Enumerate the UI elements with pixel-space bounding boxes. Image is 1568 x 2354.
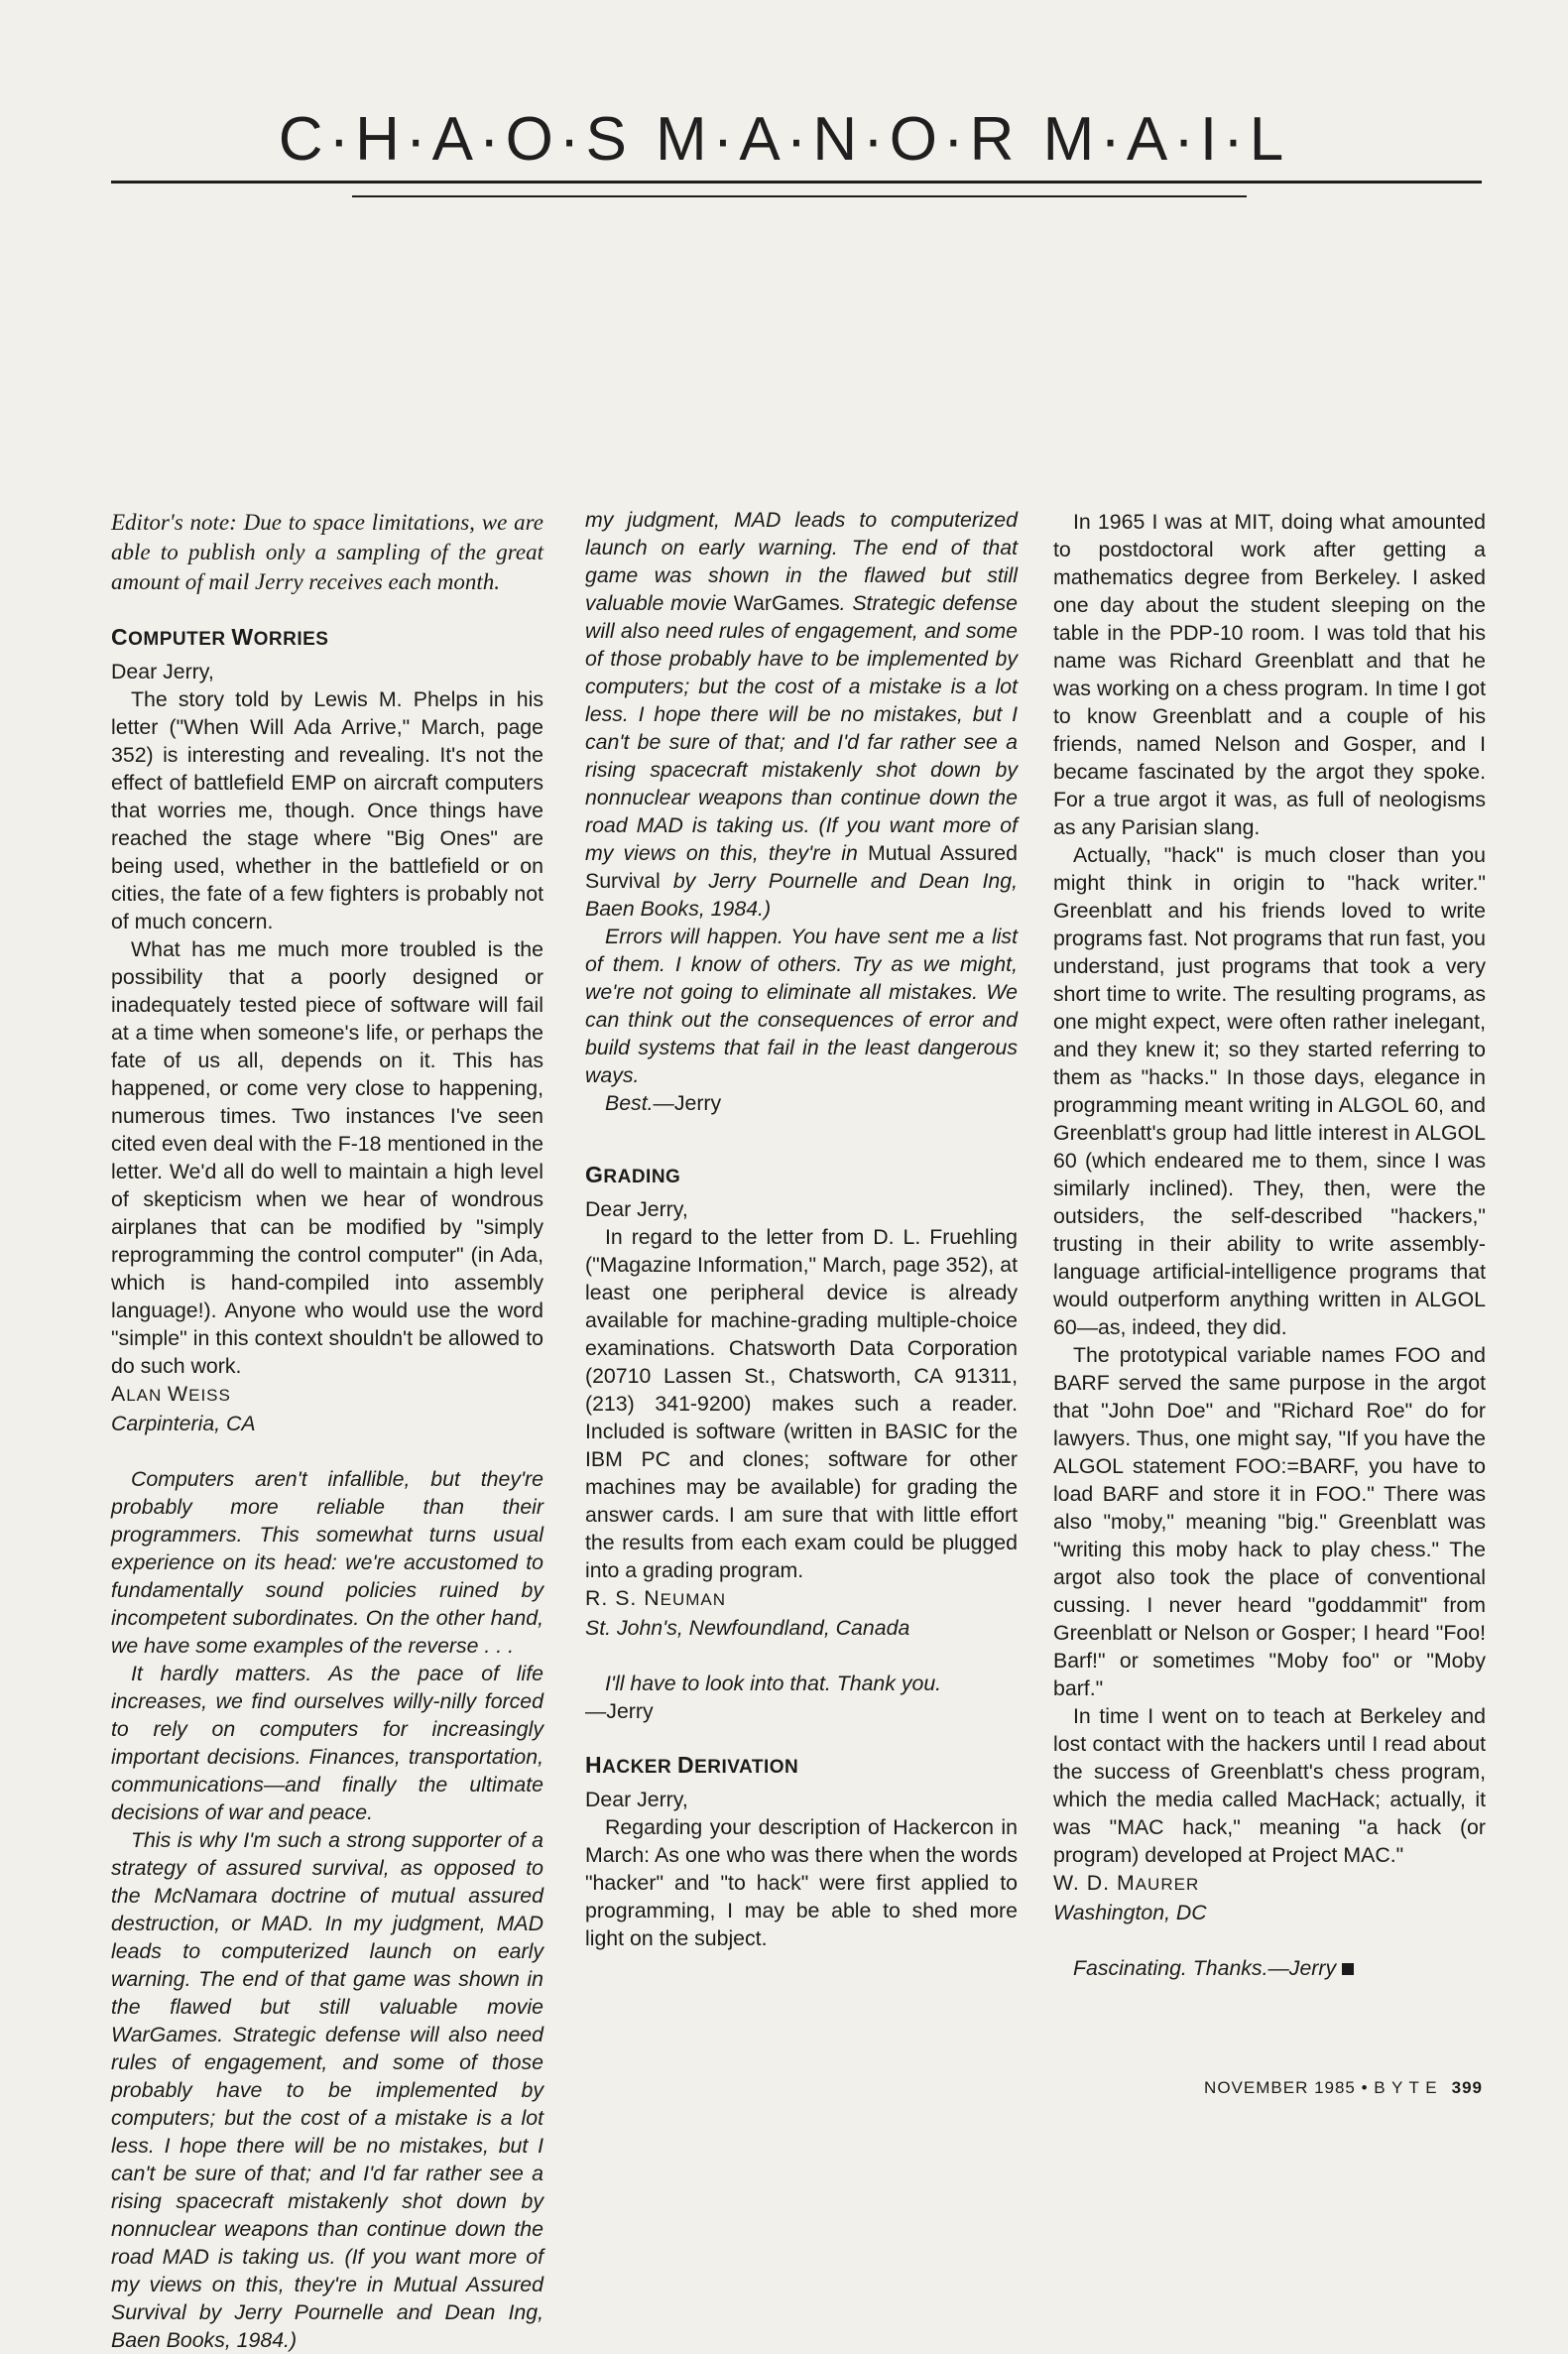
reply-signoff: Fascinating. Thanks.—Jerry xyxy=(1053,1954,1486,1982)
masthead xyxy=(0,104,1568,175)
salutation: Dear Jerry, xyxy=(111,660,214,683)
letter-paragraph: Actually, "hack" is much closer than you might think in origin to "hack writer." Greenblatt and his friends loved to write programs fast. Not programs that run fast, you understand, just programs that took a very short time to write. The resulting programs, as one might expect, were often rather inelegant, and they knew it; so they started referring to them as "hacks." In those days, elegance in programming meant writing in ALGOL 60, and Greenblatt's group had little interest in ALGOL 60 (which endeared me to them, since I was similarly inclined). They, then, were the outsiders, the self-described "hackers," trusting in their ability to write assembly-language artificial-intelligence programs that would outperform anything written in ALGOL 60—as, indeed, they did. xyxy=(1053,843,1486,1339)
letter-paragraph: In regard to the letter from D. L. Fruehling ("Magazine Information," March, page 352), at least one peripheral device is already available for machine-grading multiple-choice examinations. Chatsworth Data Corporation (20710 Lassen St., Chatsworth, CA 91311, (213) 341-9200) makes such a reader. Included is software (written in BASIC for the IBM PC and clones; software for other machines may be available) for grading the answer cards. I am sure that with little effort the results from each exam could be plugged into a grading program. xyxy=(585,1225,1018,1582)
signature-name: R. S. NEUMAN xyxy=(585,1586,727,1610)
reply-paragraph: I'll have to look into that. Thank you. xyxy=(605,1672,942,1695)
signature-place: Carpinteria, CA xyxy=(111,1412,256,1435)
reply-signoff: Best.—Jerry xyxy=(605,1091,722,1115)
signature-name: W. D. MAURER xyxy=(1053,1871,1200,1895)
issue-label: NOVEMBER 1985 • B Y T E xyxy=(1204,2078,1438,2097)
end-mark-icon xyxy=(1342,1963,1354,1975)
column-3 xyxy=(1053,508,1486,1982)
salutation: Dear Jerry, xyxy=(585,1197,688,1221)
section-heading-hacker-derivation: HACKER DERIVATION xyxy=(585,1752,799,1778)
section-heading-grading: GRADING xyxy=(585,1162,681,1187)
section-heading-computer-worries: COMPUTER WORRIES xyxy=(111,624,329,650)
reply-paragraph-continued: This is why I'm such a strong supporter of a strategy of assured survival, as opposed to the McNamara doctrine of mutual assured destruction, or MAD. In my judgment, MAD leads to computerized launch on early warning. The end of that game was shown in the flawed but still valuable movie WarGames. Strategic defense will also need rules of engagement, and some of those probably have to be implemented by computers; but the cost of a mistake is a lot less. I hope there will be no mistakes, but I can't be sure of that; and I'd far rather see a rising spacecraft mistakenly shot down by nonnuclear weapons than continue down the road MAD is taking us. (If you want more of my views on this, they're in Mutual Assured Survival by Jerry Pournelle and Dean Ing, Baen Books, 1984.) xyxy=(111,1828,543,2352)
signature-place: St. John's, Newfoundland, Canada xyxy=(585,1616,910,1640)
page-title: C·H·A·O·S M·A·N·O·R M·A·I·L xyxy=(278,105,1290,174)
sub-rule xyxy=(352,195,1247,197)
reply-signoff: —Jerry xyxy=(585,1699,654,1723)
column-2 xyxy=(585,508,1018,1952)
reply-paragraph-cont: my judgment, MAD leads to computerized launch on early warning. The end of that game was shown in the flawed but still valuable movie WarGames. Strategic defense will also need rules of engagement, and some of those probably have to be implemented by computers; but the cost of a mistake is a lot less. I hope there will be no mistakes, but I can't be sure of that; and I'd far rather see a rising spacecraft mistakenly shot down by nonnuclear weapons than continue down the road MAD is taking us. (If you want more of my views on this, they're in Mutual Assured Survival by Jerry Pournelle and Dean Ing, Baen Books, 1984.) xyxy=(585,508,1018,921)
column-1 xyxy=(111,508,543,2352)
letter-paragraph: In time I went on to teach at Berkeley and lost contact with the hackers until I read about the success of Greenblatt's chess program, which the media called MacHack; actually, it was "MAC hack," meaning "a hack (or program) developed at Project MAC." xyxy=(1053,1704,1486,1867)
top-rule xyxy=(111,181,1482,184)
letter-paragraph: Regarding your description of Hackercon in March: As one who was there when the words "hacker" and "to hack" were first applied to programming, I may be able to shed more light on the subject. xyxy=(585,1815,1018,1950)
reply-paragraph: Errors will happen. You have sent me a list of them. I know of others. Try as we might, we're not going to eliminate all mistakes. We can think out the consequences of error and build systems that fail in the least dangerous ways. xyxy=(585,925,1018,1087)
letter-paragraph: The story told by Lewis M. Phelps in his letter ("When Will Ada Arrive," March, page 352) is interesting and revealing. It's not the effect of battlefield EMP on aircraft computers that worries me, though. Once things have reached the stage where "Big Ones" are being used, whether in the battlefield or on cities, the fate of a few fighters is probably not of much concern. xyxy=(111,687,543,933)
reply-paragraph: Computers aren't infallible, but they're probably more reliable than their programmers. This somewhat turns usual experience on its head: we're accustomed to fundamentally sound policies ruined by incompetent subordinates. On the other hand, we have some examples of the reverse . . . xyxy=(111,1467,543,1658)
signature-place: Washington, DC xyxy=(1053,1901,1207,1924)
salutation: Dear Jerry, xyxy=(585,1788,688,1811)
letter-paragraph: The prototypical variable names FOO and BARF served the same purpose in the argot that "John Doe" and "Richard Roe" do for lawyers. Thus, one might say, "If you have the ALGOL statement FOO:=BARF, you have to load BARF and store it in FOO." There was also "moby," meaning "big." Greenblatt was "writing this moby hack to play chess." The argot also took the place of conventional cussing. I never heard "goddammit" from Greenblatt or Nelson or Gosper; I heard "Foo! Barf!" or sometimes "Moby foo" or "Moby barf." xyxy=(1053,1343,1486,1700)
editors-note: Editor's note: Due to space limitations, we are able to publish only a sampling of the great amount of mail Jerry receives each month. xyxy=(111,510,543,594)
letter-paragraph: What has me much more troubled is the possibility that a poorly designed or inadequately tested piece of software will fail at a time when someone's life, or perhaps the fate of us all, depends on it. This has happened, or come very close to happening, numerous times. Two instances I've seen cited even deal with the F-18 mentioned in the letter. We'd all do well to maintain a high level of skepticism when we hear of wondrous airplanes that can be modified by "simply reprogramming the control computer" (in Ada, which is hand-compiled into assembly language!). Anyone who would use the word "simple" in this context shouldn't be allowed to do such work. xyxy=(111,937,543,1378)
page-footer xyxy=(992,2078,1483,2098)
letter-paragraph: In 1965 I was at MIT, doing what amounted to postdoctoral work after getting a mathematics degree from Berkeley. I asked one day about the student sleeping on the table in the PDP-10 room. I was told that his name was Richard Greenblatt and that he was working on a chess program. In time I got to know Greenblatt and a couple of his friends, named Nelson and Gosper, and I became fascinated by the argot they spoke. For a true argot it was, as full of neologisms as any Parisian slang. xyxy=(1053,510,1486,839)
reply-paragraph: It hardly matters. As the pace of life increases, we find ourselves willy-nilly forced to rely on computers for increasingly important decisions. Finances, transportation, communications—and finally the ultimate decisions of war and peace. xyxy=(111,1662,543,1824)
page-number: 399 xyxy=(1451,2078,1483,2097)
signature-name: ALAN WEISS xyxy=(111,1382,231,1406)
